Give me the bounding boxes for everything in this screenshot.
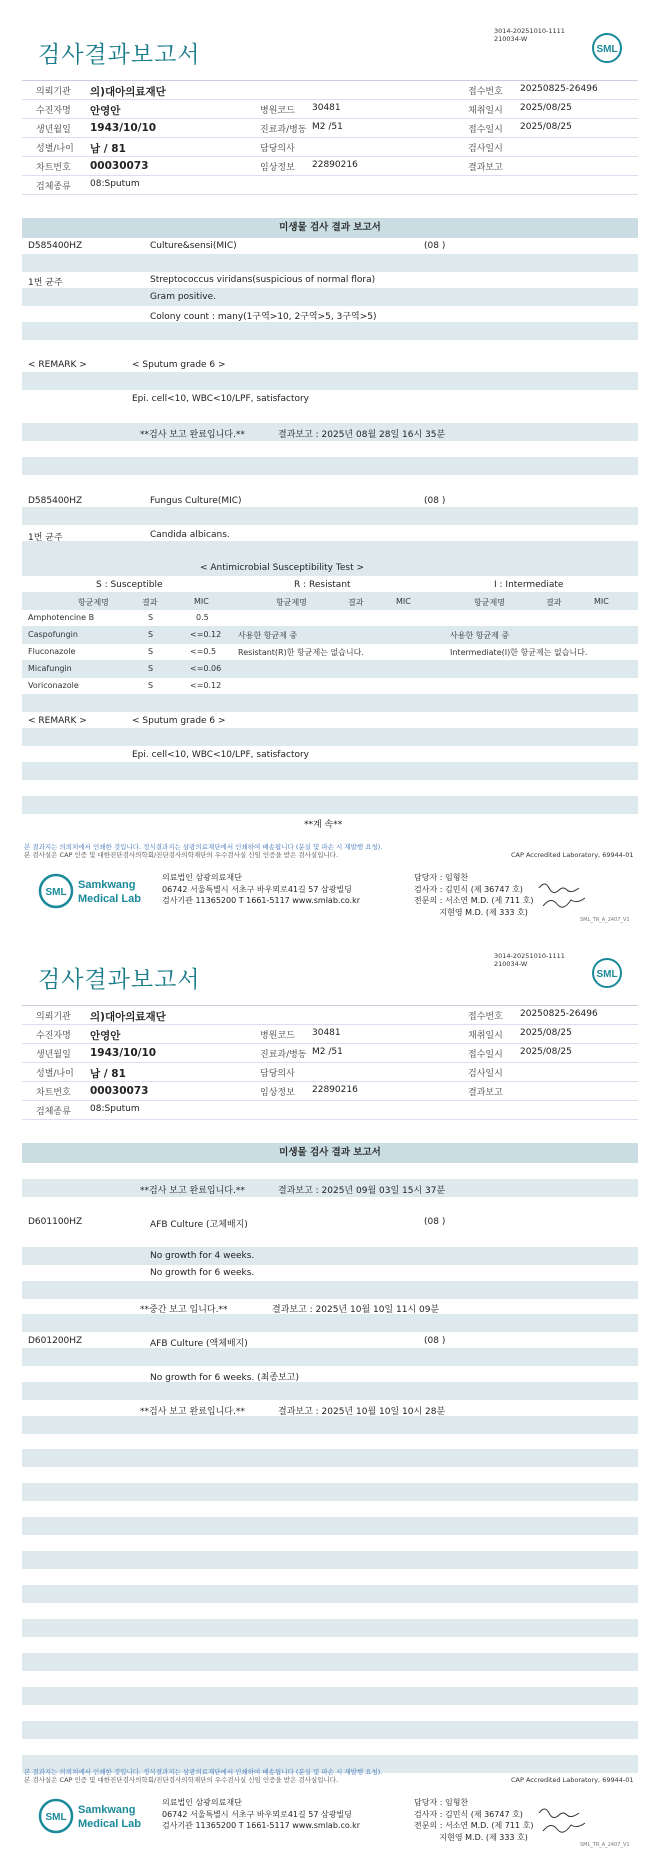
svg-text:Samkwang: Samkwang (78, 879, 136, 891)
svg-text:Medical Lab: Medical Lab (78, 893, 141, 905)
test-name: AFB Culture (고체배지) (150, 1220, 248, 1230)
status-note: **검사 보고 완료입니다.** (140, 430, 245, 440)
page-title: 검사결과보고서 (38, 967, 201, 993)
report-time: 결과보고 : 2025년 10월 10일 10시 28분 (278, 1407, 446, 1417)
ast-title: < Antimicrobial Susceptibility Test > (200, 563, 364, 573)
svg-text:SML: SML (45, 1812, 67, 1823)
signature-icon (535, 1801, 591, 1843)
test-code: D585400HZ (28, 496, 83, 506)
remark-label: < REMARK > (28, 716, 87, 726)
result-text: No growth for 6 weeks. (최종보고) (150, 1373, 299, 1383)
signature-icon (535, 876, 591, 918)
test-name: AFB Culture (액체배지) (150, 1339, 248, 1349)
status-note: **검사 보고 완료입니다.** (140, 1186, 245, 1196)
drug-name: Micafungin (28, 664, 72, 673)
version-label: SML_TR_A_2407_V1 (580, 1842, 630, 1848)
section-header: 미생물 검사 결과 보고서 (22, 1143, 638, 1163)
report-time: 결과보고 : 2025년 10월 10일 11시 09분 (272, 1305, 440, 1315)
test-code: D601100HZ (28, 1217, 83, 1227)
lab-address: 의료법인 삼광의료재단 06742 서울특별시 서초구 바우뫼로41길 57 삼광빌딩 검사기관 11365200 T 1661-5117 www.smlab.co.kr (162, 1798, 361, 1830)
cap-accreditation: CAP Accredited Laboratory, 69944-01 (511, 1776, 634, 1784)
patient-info-table: 의뢰기관 의)대아의료재단 접수번호 20250825-26496 수진자명 안영안 병원코드 30481 채취일시 2025/08/25 생년월일 1943/10/10 진료과/병동 M2 /51 접수일시 2025/08/25 성별/나이 남 / 81 담당의사 검사일시 차트번호 00030073 임상정보 22890216 결과보고 검체종류 08:Sputum (22, 80, 638, 195)
page-title: 검사결과보고서 (38, 42, 201, 68)
report-time: 결과보고 : 2025년 08월 28일 16시 35분 (278, 430, 446, 440)
sml-logo-icon (591, 957, 623, 989)
status-note: **검사 보고 완료입니다.** (140, 1407, 245, 1417)
drug-name: Fluconazole (28, 647, 76, 656)
svg-text:SML: SML (45, 887, 67, 898)
drug-name: Caspofungin (28, 630, 78, 639)
isolate-label: 1번 균주 (28, 533, 63, 543)
test-code: D601200HZ (28, 1336, 83, 1346)
cap-accreditation: CAP Accredited Laboratory, 69944-01 (511, 851, 634, 859)
version-label: SML_TR_A_2407_V1 (580, 917, 630, 923)
test-name: Fungus Culture(MIC) (150, 496, 242, 506)
record-number: 3014-20251010-1111 210034-W (494, 27, 565, 43)
signatories: 담당자 : 임형찬 검사자 : 김민식 (제 36747 호) 전문의 : 서소연 M.D. (제 711 호) 지현영 M.D. (제 333 호) (414, 873, 534, 917)
result-text: No growth for 6 weeks. (150, 1268, 255, 1278)
report-page-2: 검사결과보고서 3014-20251010-1111 210034-W SML 의뢰기관 의)대아의료재단 접수번호 20250825-26496 수진자명 안영안 병원코드 30481 채취일시 2025/08/25 생년월일 1943/10/10 진료과/병동 M2 /51 접수일시 2025/08/25 성별/나이 남 / 81 담당의사 검사일시 차트번호 00030073 임상정보 22890216 결과보고 검체종류 08:Sputum 미생물 검사 결과 보고서 **검사 보고 완료입니다.** 결과보고 : 2025년 09월 03일 15시 37분 D601100HZ AFB Culture (고체배지) (08 ) No growth for 4 weeks. No growth for 6 weeks. **중간 보고 입니다.** 결과보고 : 2025년 10월 10일 11시 09분 D601200HZ AFB Culture (액체배지) (08 ) No growth for 6 weeks. (최종보고) **검사 보고 완료입니다.** 결과보고 : 2025년 10월 10일 10시 28분 본 결과지는 의뢰처에서 인쇄한 것입니다. 정식결과지는 삼광의료재단에서 인쇄하여 배송됩니다 (분실 및 파손 시 재발행 요청). 본 검사실은 CAP 인증 및 대한진단검사의학회/진단검사의학재단의 우수검사실 신임 인증을 받은 검사실입니다. CAP Accredited Laboratory, 69944-01 SML Samkwang Medical Lab 의료법인 삼광의료재단 06742 서울특별시 서초구 바우뫼로41길 57 삼광빌딩 검사기관 11365200 T 1661-5117 www.smlab.co.kr 담당자 : 임형찬 검사자 : 김민식 (제 36747 호) 전문의 : 서소연 M.D. (제 711 호) 지현영 M.D. (제 333 호) SML_TR_A_2407_V1 (0, 925, 655, 1850)
signatories: 담당자 : 임형찬 검사자 : 김민식 (제 36747 호) 전문의 : 서소연 M.D. (제 711 호) 지현영 M.D. (제 333 호) (414, 1798, 534, 1842)
samkwang-logo-icon (38, 870, 146, 912)
samkwang-logo-icon (38, 1795, 146, 1837)
test-code: D585400HZ (28, 241, 83, 251)
svg-text:SML: SML (596, 44, 618, 55)
isolate-label: 1번 균주 (28, 278, 63, 288)
drug-name: Amphotencine B (28, 613, 95, 622)
report-time: 결과보고 : 2025년 09월 03일 15시 37분 (278, 1186, 446, 1196)
svg-text:Medical Lab: Medical Lab (78, 1818, 141, 1830)
svg-text:SML: SML (596, 969, 618, 980)
lab-address: 의료법인 삼광의료재단 06742 서울특별시 서초구 바우뫼로41길 57 삼광빌딩 검사기관 11365200 T 1661-5117 www.smlab.co.kr (162, 873, 361, 905)
svg-text:Samkwang: Samkwang (78, 1804, 136, 1816)
footer-note: 본 결과지는 의뢰처에서 인쇄한 것입니다. 정식결과지는 삼광의료재단에서 인쇄하여 배송됩니다 (분실 및 파손 시 재발행 요청). 본 검사실은 CAP 인증 및 대한진단검사의학회/진단검사의학재단의 우수검사실 신임 인증을 받은 검사실입니다. (24, 1768, 383, 1784)
result-text: No growth for 4 weeks. (150, 1251, 255, 1261)
test-name: Culture&sensi(MIC) (150, 241, 237, 251)
organism-name: Streptococcus viridans(suspicious of normal flora) (150, 275, 376, 285)
continued-label: **계 속** (304, 820, 343, 830)
remark-label: < REMARK > (28, 360, 87, 370)
section-header: 미생물 검사 결과 보고서 (22, 218, 638, 238)
organism-name: Candida albicans. (150, 530, 230, 540)
status-note: **중간 보고 입니다.** (140, 1305, 228, 1315)
patient-info-table: 의뢰기관 의)대아의료재단 접수번호 20250825-26496 수진자명 안영안 병원코드 30481 채취일시 2025/08/25 생년월일 1943/10/10 진료과/병동 M2 /51 접수일시 2025/08/25 성별/나이 남 / 81 담당의사 검사일시 차트번호 00030073 임상정보 22890216 결과보고 검체종류 08:Sputum (22, 1005, 638, 1120)
sml-logo-icon (591, 32, 623, 64)
record-number: 3014-20251010-1111 210034-W (494, 952, 565, 968)
report-page-1: 검사결과보고서 3014-20251010-1111 210034-W SML 의뢰기관 의)대아의료재단 접수번호 20250825-26496 수진자명 안영안 병원코드 30481 채취일시 2025/08/25 생년월일 1943/10/10 진료과/병동 M2 /51 접수일시 2025/08/25 성별/나이 남 / 81 담당의사 검사일시 차트번호 00030073 임상정보 22890216 결과보고 검체종류 08:Sputum 미생물 검사 결과 보고서 D585400HZ Culture&sensi(MIC) (08 ) 1번 균주 Streptococcus viridans(suspicious of normal flora) Gram positive. Colony count : many(1구역>10, 2구역>5, 3구역>5) < REMARK > < Sputum grade 6 > Epi. cell<10, WBC<10/LPF, satisfactory **검사 보고 완료입니다.** 결과보고 : 2025년 08월 28일 16시 35분 D585400HZ Fungus Culture(MIC) (08 ) 1번 균주 Candida albicans. < Antimicrobial Susceptibility Test > S : Susceptible R : Resistant I : Intermediate 항균제명 결과 MIC 항균제명 결과 MIC 항균제명 결과 MIC Amphotencine B S 0.5 Caspofungin S <=0.12 Fluconazole S <=0.5 Micafungin S <=0.06 Voriconazole S <=0.12 사용한 항균제 중 Resistant(R)한 항균제는 없습니다. 사용한 항균제 중 Intermediate(I)한 항균제는 없습니다. < REMARK > < Sputum grade 6 > Epi. cell<10, WBC<10/LPF, satisfactory **계 속** 본 결과지는 의뢰처에서 인쇄한 것입니다. 정식결과지는 삼광의료재단에서 인쇄하여 배송됩니다 (분실 및 파손 시 재발행 요청). 본 검사실은 CAP 인증 및 대한진단검사의학회/진단검사의학재단의 우수검사실 신임 인증을 받은 검사실입니다. CAP Accredited Laboratory, 69944-01 SML Samkwang Medical Lab 의료법인 삼광의료재단 06742 서울특별시 서초구 바우뫼로41길 57 삼광빌딩 검사기관 11365200 T 1661-5117 www.smlab.co.kr 담당자 : 임형찬 검사자 : 김민식 (제 36747 호) 전문의 : 서소연 M.D. (제 711 호) 지현영 M.D. (제 333 호) SML_TR_A_2407_V1 (0, 0, 655, 925)
footer-note: 본 결과지는 의뢰처에서 인쇄한 것입니다. 정식결과지는 삼광의료재단에서 인쇄하여 배송됩니다 (분실 및 파손 시 재발행 요청). 본 검사실은 CAP 인증 및 대한진단검사의학회/진단검사의학재단의 우수검사실 신임 인증을 받은 검사실입니다. (24, 843, 383, 859)
drug-name: Voriconazole (28, 681, 79, 690)
